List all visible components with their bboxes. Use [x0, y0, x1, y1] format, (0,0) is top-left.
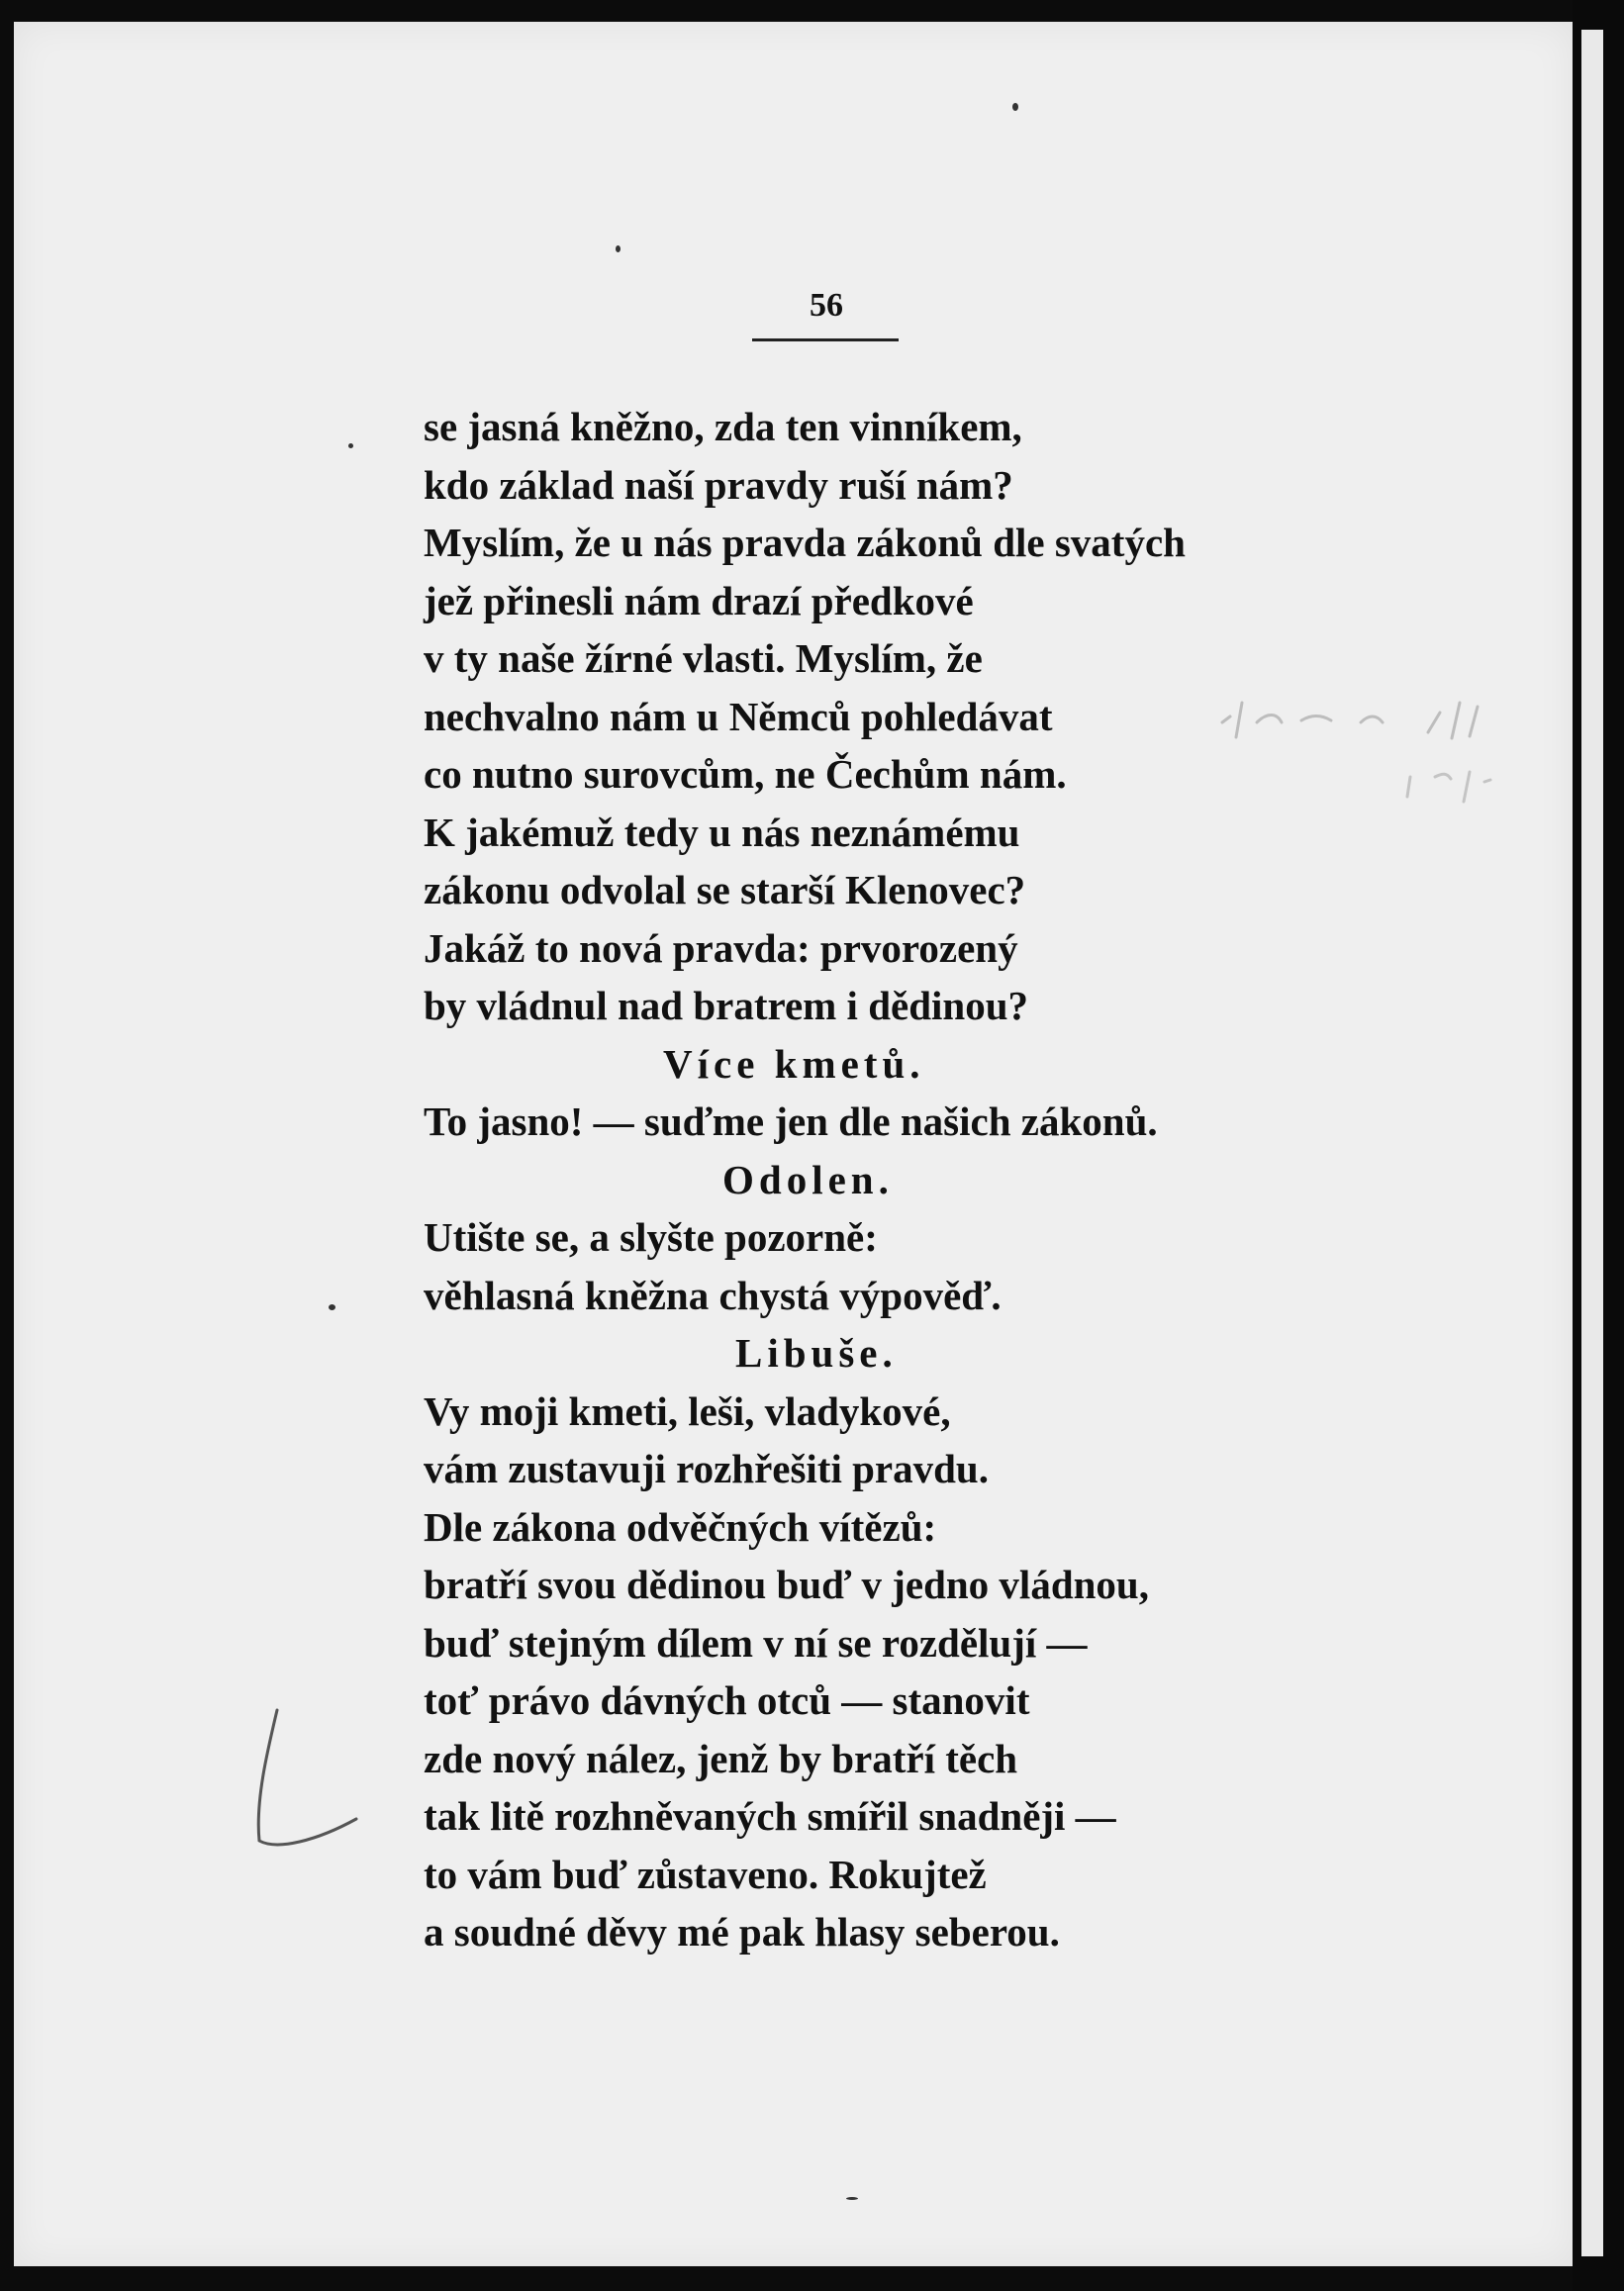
- verse-line: zákonu odvolal se starší Klenovec?: [424, 867, 1026, 912]
- verse-line: Jakáž to nová pravda: prvorozený: [424, 924, 1018, 971]
- paper-speck: [329, 1304, 335, 1310]
- adjacent-page-edge: [1581, 30, 1603, 2256]
- verse-line: K jakémuž tedy u nás neznámému: [424, 809, 1020, 855]
- verse-line: by vládnul nad bratrem i dědinou?: [424, 983, 1028, 1028]
- verse-line: kdo základ naší pravdy ruší nám?: [424, 461, 1013, 508]
- speaker-heading: Libuše.: [735, 1330, 898, 1376]
- paper-speck: [348, 443, 353, 448]
- faded-handwritten-note: [1212, 683, 1569, 821]
- speaker-heading: Více kmetů.: [663, 1040, 925, 1087]
- verse-line: věhlasná kněžna chystá výpověď.: [424, 1272, 1002, 1318]
- verse-line: buď stejným dílem v ní se rozdělují —: [424, 1619, 1088, 1666]
- verse-line: co nutno surovcům, ne Čechům nám.: [424, 751, 1067, 797]
- verse-line: vám zustavuji rozhřešiti pravdu.: [424, 1446, 989, 1491]
- verse-line: to vám buď zůstaveno. Rokujtež: [424, 1851, 987, 1897]
- paper-speck: [846, 2197, 858, 2200]
- verse-line: toť právo dávných otců — stanovit: [424, 1677, 1030, 1723]
- verse-text-block: [424, 398, 1413, 1961]
- verse-line: a soudné děvy mé pak hlasy seberou.: [424, 1909, 1060, 1955]
- verse-line: zde nový nález, jenž by bratří těch: [424, 1735, 1018, 1781]
- paper-speck: [616, 245, 621, 252]
- page-number-rule: [752, 338, 899, 341]
- verse-line: Utište se, a slyšte pozorně:: [424, 1214, 878, 1260]
- verse-line: jež přinesli nám drazí předkové: [424, 577, 974, 623]
- verse-line: nechvalno nám u Němců pohledávat: [424, 693, 1053, 739]
- verse-line: To jasno! — suďme jen dle našich zákonů.: [424, 1098, 1158, 1144]
- page-number: 56: [810, 287, 843, 324]
- verse-line: Vy moji kmeti, leši, vladykové,: [424, 1387, 951, 1434]
- verse-line: tak litě rozhněvaných smířil snadněji —: [424, 1793, 1116, 1839]
- verse-line: Dle zákona odvěčných vítězů:: [424, 1503, 937, 1550]
- speaker-heading: Odolen.: [722, 1156, 894, 1202]
- verse-line: se jasná kněžno, zda ten vinníkem,: [424, 404, 1022, 449]
- paper-speck: [1012, 103, 1018, 111]
- verse-line: v ty naše žírné vlasti. Myslím, že: [424, 635, 983, 681]
- verse-line: Myslím, že u nás pravda zákonů dle svatých: [424, 520, 1186, 565]
- pencil-annotation-mark: [238, 1702, 366, 1861]
- verse-line: bratří svou dědinou buď v jedno vládnou,: [424, 1562, 1149, 1607]
